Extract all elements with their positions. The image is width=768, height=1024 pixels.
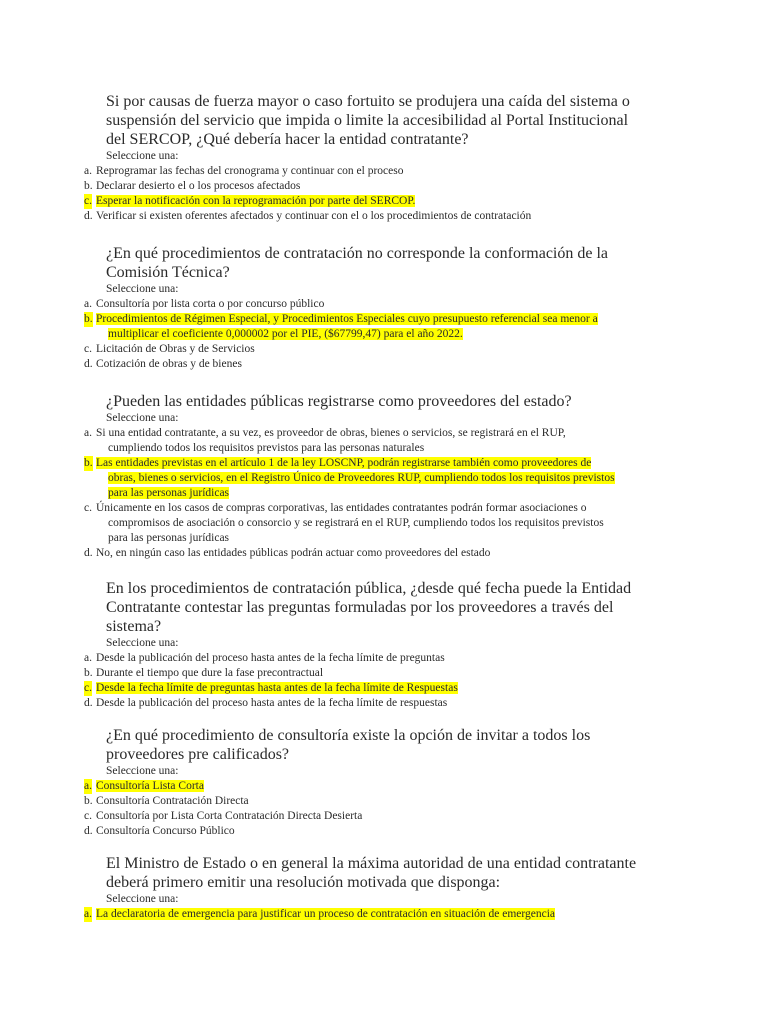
answer-option[interactable] bbox=[84, 794, 661, 809]
answer-option[interactable] bbox=[84, 357, 661, 372]
option-text: La declaratoria de emergencia para justificar un proceso de contratación en situación de emergencia bbox=[96, 908, 556, 920]
answer-option[interactable] bbox=[84, 164, 661, 179]
option-letter: c. bbox=[84, 343, 92, 355]
option-letter: c. bbox=[84, 195, 92, 207]
answer-option-highlighted[interactable] bbox=[84, 681, 661, 696]
option-text: Durante el tiempo que dure la fase precontractual bbox=[96, 667, 324, 679]
option-text: Consultoría Contratación Directa bbox=[96, 795, 249, 807]
answer-option[interactable] bbox=[84, 297, 661, 312]
option-letter: a. bbox=[84, 780, 92, 792]
answer-option-highlighted[interactable] bbox=[84, 194, 661, 209]
answer-option[interactable] bbox=[84, 546, 661, 561]
option-text: Procedimientos de Régimen Especial, y Procedimientos Especiales cuyo presupuesto referencial sea menor a bbox=[96, 313, 598, 325]
option-letter: c. bbox=[84, 502, 92, 514]
option-letter: a. bbox=[84, 427, 92, 439]
option-text: No, en ningún caso las entidades públicas podrán actuar como proveedores del estado bbox=[96, 547, 491, 559]
answer-option-highlighted[interactable] bbox=[84, 312, 661, 342]
option-letter: c. bbox=[84, 810, 92, 822]
option-text-continued: para las personas jurídicas bbox=[108, 487, 230, 499]
answer-option[interactable] bbox=[84, 824, 661, 839]
option-text: Consultoría Concurso Público bbox=[96, 825, 235, 837]
option-text: Cotización de obras y de bienes bbox=[96, 358, 242, 370]
option-letter: d. bbox=[84, 825, 93, 837]
option-text: Únicamente en los casos de compras corporativas, las entidades contratantes podrán formar asociaciones o bbox=[96, 502, 587, 514]
answer-option[interactable] bbox=[84, 696, 661, 711]
answer-option[interactable] bbox=[84, 426, 661, 456]
option-text-continued: obras, bienes o servicios, en el Registro Único de Proveedores RUP, cumpliendo todos los requisitos previstos bbox=[108, 472, 615, 484]
select-label: Seleccione una: bbox=[106, 893, 179, 905]
question-text: ¿En qué procedimientos de contratación no corresponde la conformación de la Comisión Técnica? bbox=[106, 245, 609, 281]
question-2 bbox=[0, 244, 768, 372]
select-label: Seleccione una: bbox=[106, 765, 179, 777]
option-letter: d. bbox=[84, 547, 93, 559]
option-letter: a. bbox=[84, 652, 92, 664]
select-label: Seleccione una: bbox=[106, 637, 179, 649]
option-letter: d. bbox=[84, 697, 93, 709]
option-text-continued: compromisos de asociación o consorcio y se registrará en el RUP, cumpliendo todos los requisitos previstos bbox=[108, 517, 604, 529]
option-text-continued: cumpliendo todos los requisitos previstos para las personas naturales bbox=[108, 442, 425, 454]
option-text: Reprogramar las fechas del cronograma y continuar con el proceso bbox=[96, 165, 404, 177]
question-5 bbox=[0, 726, 768, 839]
option-letter: a. bbox=[84, 298, 92, 310]
answer-option[interactable] bbox=[84, 651, 661, 666]
select-label: Seleccione una: bbox=[106, 283, 179, 295]
question-text: El Ministro de Estado o en general la máxima autoridad de una entidad contratante deberá primero emitir una resolución motivada que disponga: bbox=[106, 855, 637, 891]
option-text: Desde la fecha límite de preguntas hasta antes de la fecha límite de Respuestas bbox=[96, 682, 458, 694]
question-text: ¿Pueden las entidades públicas registrarse como proveedores del estado? bbox=[106, 393, 572, 410]
option-text: Verificar si existen oferentes afectados y continuar con el o los procedimientos de contratación bbox=[96, 210, 532, 222]
option-text: Declarar desierto el o los procesos afectados bbox=[96, 180, 301, 192]
answer-option-highlighted[interactable] bbox=[84, 779, 661, 794]
option-text-continued: para las personas jurídicas bbox=[108, 532, 230, 544]
question-text: En los procedimientos de contratación pública, ¿desde qué fecha puede la Entidad Contratante contestar las preguntas formuladas por los proveedores a través del sistema? bbox=[106, 580, 632, 635]
option-letter: a. bbox=[84, 165, 92, 177]
question-1 bbox=[0, 92, 768, 224]
option-text: Licitación de Obras y de Servicios bbox=[96, 343, 255, 355]
option-text: Las entidades previstas en el artículo 1 de la ley LOSCNP, podrán registrarse también como proveedores de bbox=[96, 457, 592, 469]
option-text: Desde la publicación del proceso hasta antes de la fecha límite de respuestas bbox=[96, 697, 448, 709]
option-text: Consultoría por Lista Corta Contratación Directa Desierta bbox=[96, 810, 363, 822]
answer-option-highlighted[interactable] bbox=[84, 456, 661, 501]
option-letter: d. bbox=[84, 210, 93, 222]
question-6 bbox=[0, 854, 768, 922]
option-text: Consultoría Lista Corta bbox=[96, 780, 204, 792]
answer-option[interactable] bbox=[84, 501, 661, 546]
answer-option[interactable] bbox=[84, 179, 661, 194]
option-letter: b. bbox=[84, 795, 93, 807]
option-text: Desde la publicación del proceso hasta antes de la fecha límite de preguntas bbox=[96, 652, 445, 664]
option-letter: b. bbox=[84, 313, 93, 325]
option-letter: a. bbox=[84, 908, 92, 920]
option-letter: b. bbox=[84, 180, 93, 192]
option-letter: c. bbox=[84, 682, 92, 694]
question-text: ¿En qué procedimiento de consultoría existe la opción de invitar a todos los proveedores pre calificados? bbox=[106, 727, 591, 763]
select-label: Seleccione una: bbox=[106, 412, 179, 424]
question-3 bbox=[0, 392, 768, 561]
option-letter: b. bbox=[84, 457, 93, 469]
option-letter: b. bbox=[84, 667, 93, 679]
question-text: Si por causas de fuerza mayor o caso fortuito se produjera una caída del sistema o suspensión del servicio que impida o limite la accesibilidad al Portal Institucional del SERCOP, ¿Qué debería hacer la entidad contratante? bbox=[106, 93, 630, 148]
answer-option[interactable] bbox=[84, 209, 661, 224]
option-text: Si una entidad contratante, a su vez, es proveedor de obras, bienes o servicios, se registrará en el RUP, bbox=[96, 427, 566, 439]
option-text-continued: multiplicar el coeficiente 0,000002 por el PIE, ($67799,47) para el año 2022. bbox=[108, 328, 463, 340]
question-4 bbox=[0, 579, 768, 711]
answer-option[interactable] bbox=[84, 342, 661, 357]
option-text: Consultoría por lista corta o por concurso público bbox=[96, 298, 325, 310]
option-text: Esperar la notificación con la reprogramación por parte del SERCOP. bbox=[96, 195, 416, 207]
answer-option-highlighted[interactable] bbox=[84, 907, 661, 922]
select-label: Seleccione una: bbox=[106, 150, 179, 162]
option-letter: d. bbox=[84, 358, 93, 370]
answer-option[interactable] bbox=[84, 809, 661, 824]
answer-option[interactable] bbox=[84, 666, 661, 681]
